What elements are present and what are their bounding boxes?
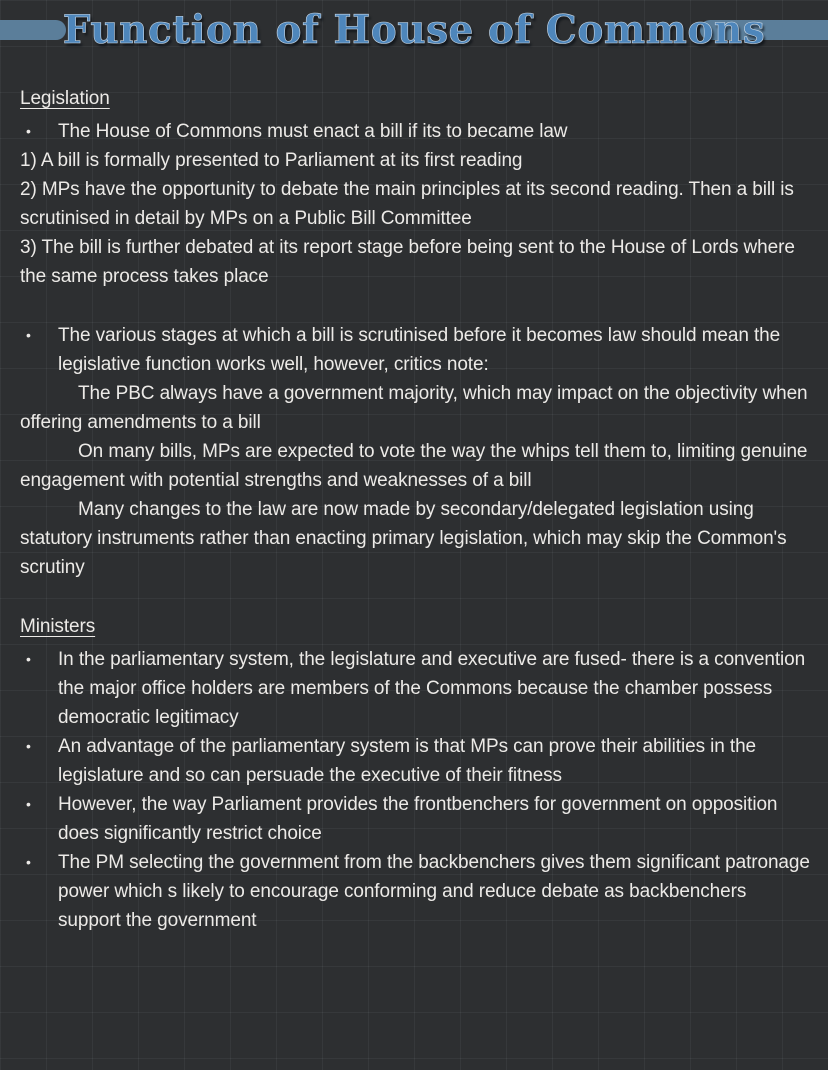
paragraph-text: However, the way Parliament provides the frontbenchers for government on opposition does significantly restrict choice bbox=[58, 794, 778, 844]
note-line: The PBC always have a government majority, which may impact on the objectivity when offering amendments to a bill bbox=[20, 383, 808, 433]
section-legislation bbox=[20, 84, 812, 582]
paragraph-text: An advantage of the parliamentary system is that MPs can prove their abilities in the legislature and so can persuade the executive of their fitness bbox=[58, 736, 757, 786]
note-line bbox=[20, 848, 812, 935]
bullet-icon: • bbox=[26, 651, 31, 667]
note-line: 3) The bill is further debated at its report stage before being sent to the House of Lords where the same process takes place bbox=[20, 237, 795, 287]
section-heading-legislation: Legislation bbox=[20, 88, 110, 109]
paragraph-text: The various stages at which a bill is scrutinised before it becomes law should mean the legislative function works well, however, critics note: bbox=[58, 325, 781, 375]
title-banner bbox=[0, 0, 828, 60]
note-line: 2) MPs have the opportunity to debate the main principles at its second reading. Then a bill is scrutinised in detail by MPs on a Public Bill Committee bbox=[20, 179, 794, 229]
section-ministers bbox=[20, 612, 812, 935]
bullet-icon: • bbox=[26, 796, 31, 812]
section-heading-ministers: Ministers bbox=[20, 616, 96, 637]
paragraph-text: In the parliamentary system, the legislature and executive are fused- there is a convention the major office holders are members of the Commons because the chamber possess democratic legitimacy bbox=[58, 649, 806, 728]
bullet-icon: • bbox=[26, 738, 31, 754]
note-line: On many bills, MPs are expected to vote the way the whips tell them to, limiting genuine engagement with potential strengths and weaknesses of a bill bbox=[20, 441, 808, 491]
note-line bbox=[20, 645, 812, 732]
page-title: Function of House of Commons bbox=[62, 7, 766, 53]
paragraph-text: The PM selecting the government from the backbenchers gives them significant patronage power which s likely to encourage conforming and reduce debate as backbenchers support the government bbox=[58, 852, 810, 931]
note-line: 1) A bill is formally presented to Parliament at its first reading bbox=[20, 150, 523, 171]
note-line bbox=[20, 321, 812, 379]
note-line: Many changes to the law are now made by secondary/delegated legislation using statutory instruments rather than enacting primary legislation, which may skip the Common's scrutiny bbox=[20, 499, 787, 578]
note-line bbox=[20, 117, 812, 146]
blank-line bbox=[20, 582, 812, 612]
bullet-icon: • bbox=[26, 327, 31, 343]
bullet-icon: • bbox=[26, 123, 31, 139]
note-line bbox=[20, 732, 812, 790]
blank-line bbox=[20, 291, 812, 321]
note-content bbox=[0, 60, 828, 935]
note-line bbox=[20, 790, 812, 848]
bullet-icon: • bbox=[26, 854, 31, 870]
ribbon-left-decoration bbox=[0, 20, 66, 40]
paragraph-text: The House of Commons must enact a bill if its to became law bbox=[58, 121, 568, 142]
